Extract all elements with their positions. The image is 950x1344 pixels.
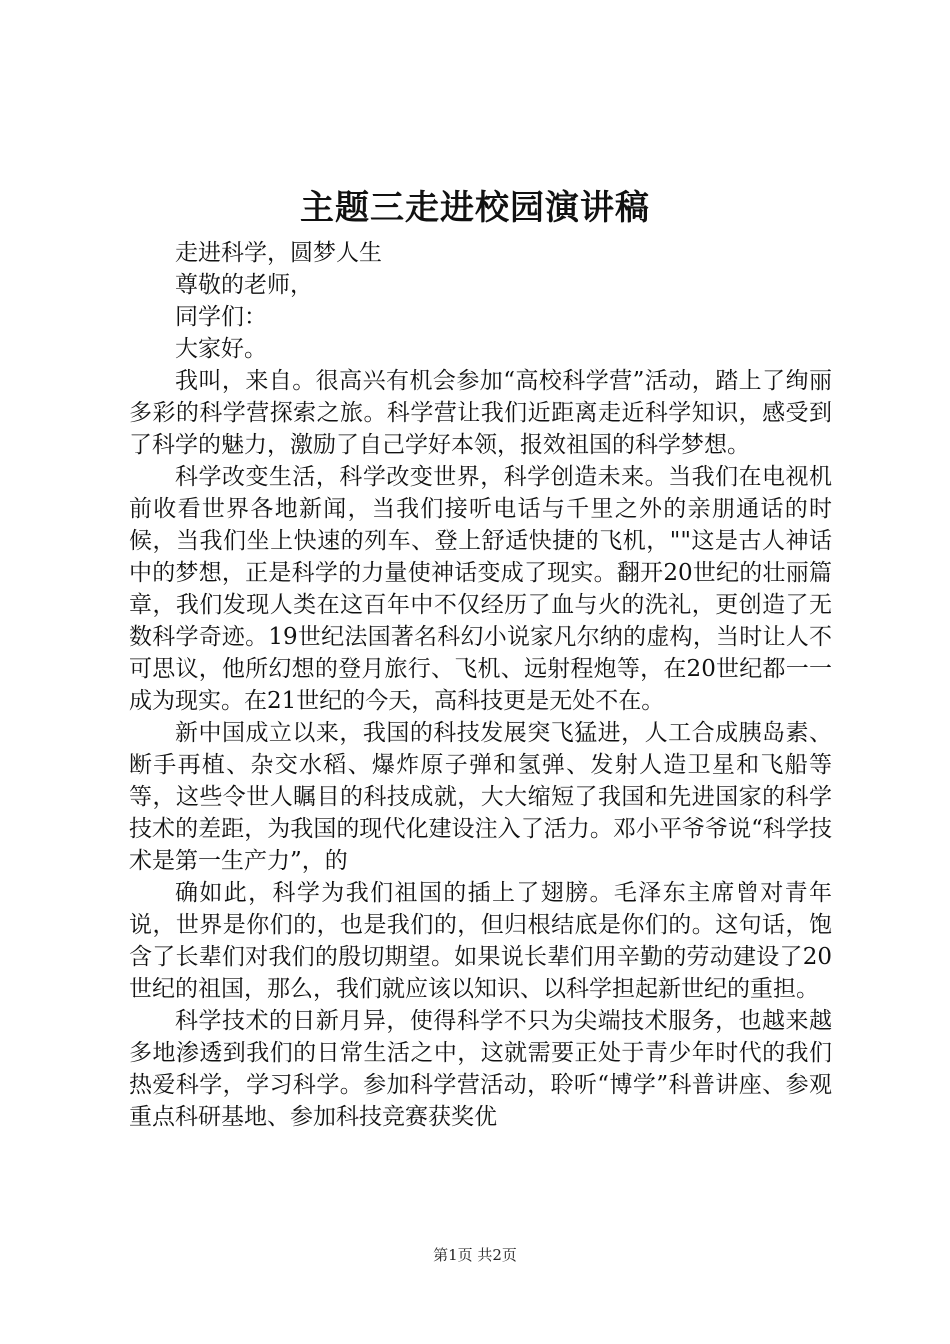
paragraph-introduction: 我叫，来自。很高兴有机会参加“高校科学营”活动，踏上了绚丽多彩的科学营探索之旅。科学营让我们近距离走近科学知识，感受到了科学的魅力，激励了自己学好本领，报效祖国的科学梦想。 [129, 368, 832, 458]
page-number: 第1页 共2页 [433, 1246, 517, 1264]
document-title: 主题三走进校园演讲稿 [300, 188, 650, 228]
greeting: 大家好。 [175, 336, 267, 362]
salutation-students: 同学们： [175, 304, 267, 330]
paragraph-love-science: 科学技术的日新月异，使得科学不只为尖端技术服务，也越来越多地渗透到我们的日常生活之中，这就需要正处于青少年时代的我们热爱科学，学习科学。参加科学营活动，聆听“博学”科普讲座、参观重点科研基地、参加科技竞赛获奖优 [129, 1008, 832, 1130]
salutation-teachers: 尊敬的老师， [175, 272, 313, 298]
paragraph-china-achievements: 新中国成立以来，我国的科技发展突飞猛进，人工合成胰岛素、断手再植、杂交水稻、爆炸原子弹和氢弹、发射人造卫星和飞船等等，这些令世人瞩目的科技成就，大大缩短了我国和先进国家的科学技术的差距，为我国的现代化建设注入了活力。邓小平爷爷说“科学技术是第一生产力”，的 [129, 720, 832, 874]
paragraph-responsibility: 确如此，科学为我们祖国的插上了翅膀。毛泽东主席曾对青年说，世界是你们的，也是我们的，但归根结底是你们的。这句话，饱含了长辈们对我们的殷切期望。如果说长辈们用辛勤的劳动建设了20世纪的祖国，那么，我们就应该以知识、以科学担起新世纪的重担。 [129, 880, 832, 1002]
paragraph-science-changes-life: 科学改变生活，科学改变世界，科学创造未来。当我们在电视机前收看世界各地新闻，当我们接听电话与千里之外的亲朋通话的时候，当我们坐上快速的列车、登上舒适快捷的飞机，""这是古人神话中的梦想，正是科学的力量使神话变成了现实。翻开20世纪的壮丽篇章，我们发现人类在这百年中不仅经历了血与火的洗礼，更创造了无数科学奇迹。19世纪法国著名科幻小说家凡尔纳的虚构，当时让人不可思议，他所幻想的登月旅行、飞机、远射程炮等，在20世纪都一一成为现实。在21世纪的今天，高科技更是无处不在。 [129, 464, 832, 714]
speech-heading: 走进科学，圆梦人生 [175, 240, 382, 266]
document-body [129, 237, 832, 1133]
